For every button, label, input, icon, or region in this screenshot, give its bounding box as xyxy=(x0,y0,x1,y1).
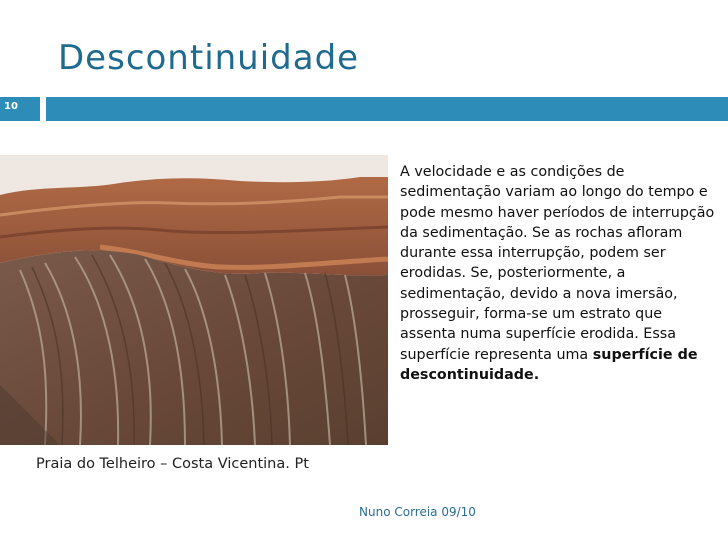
footer-author: Nuno Correia 09/10 xyxy=(359,505,476,519)
header-bar xyxy=(46,97,728,121)
body-text-emphasis: superfície de descontinuidade. xyxy=(400,346,698,383)
slide-number-box xyxy=(0,97,40,121)
body-paragraph xyxy=(400,162,722,385)
rock-strata-photo xyxy=(0,155,388,445)
rock-strata-illustration xyxy=(0,155,388,445)
slide-title: Descontinuidade xyxy=(58,38,360,78)
photo-caption: Praia do Telheiro – Costa Vicentina. Pt xyxy=(36,456,309,472)
slide-number: 10 xyxy=(4,101,18,112)
body-text-intro: A velocidade e as condições de sedimentação variam ao longo do tempo e pode mesmo haver períodos de interrupção da sedimentação. Se as rochas afloram durante essa interrupção, podem ser erodidas. Se, posteriormente, a sedimentação, devido a nova imersão, prosseguir, forma-se um estrato que assenta numa superfície erodida. Essa superfície representa uma xyxy=(400,164,715,363)
